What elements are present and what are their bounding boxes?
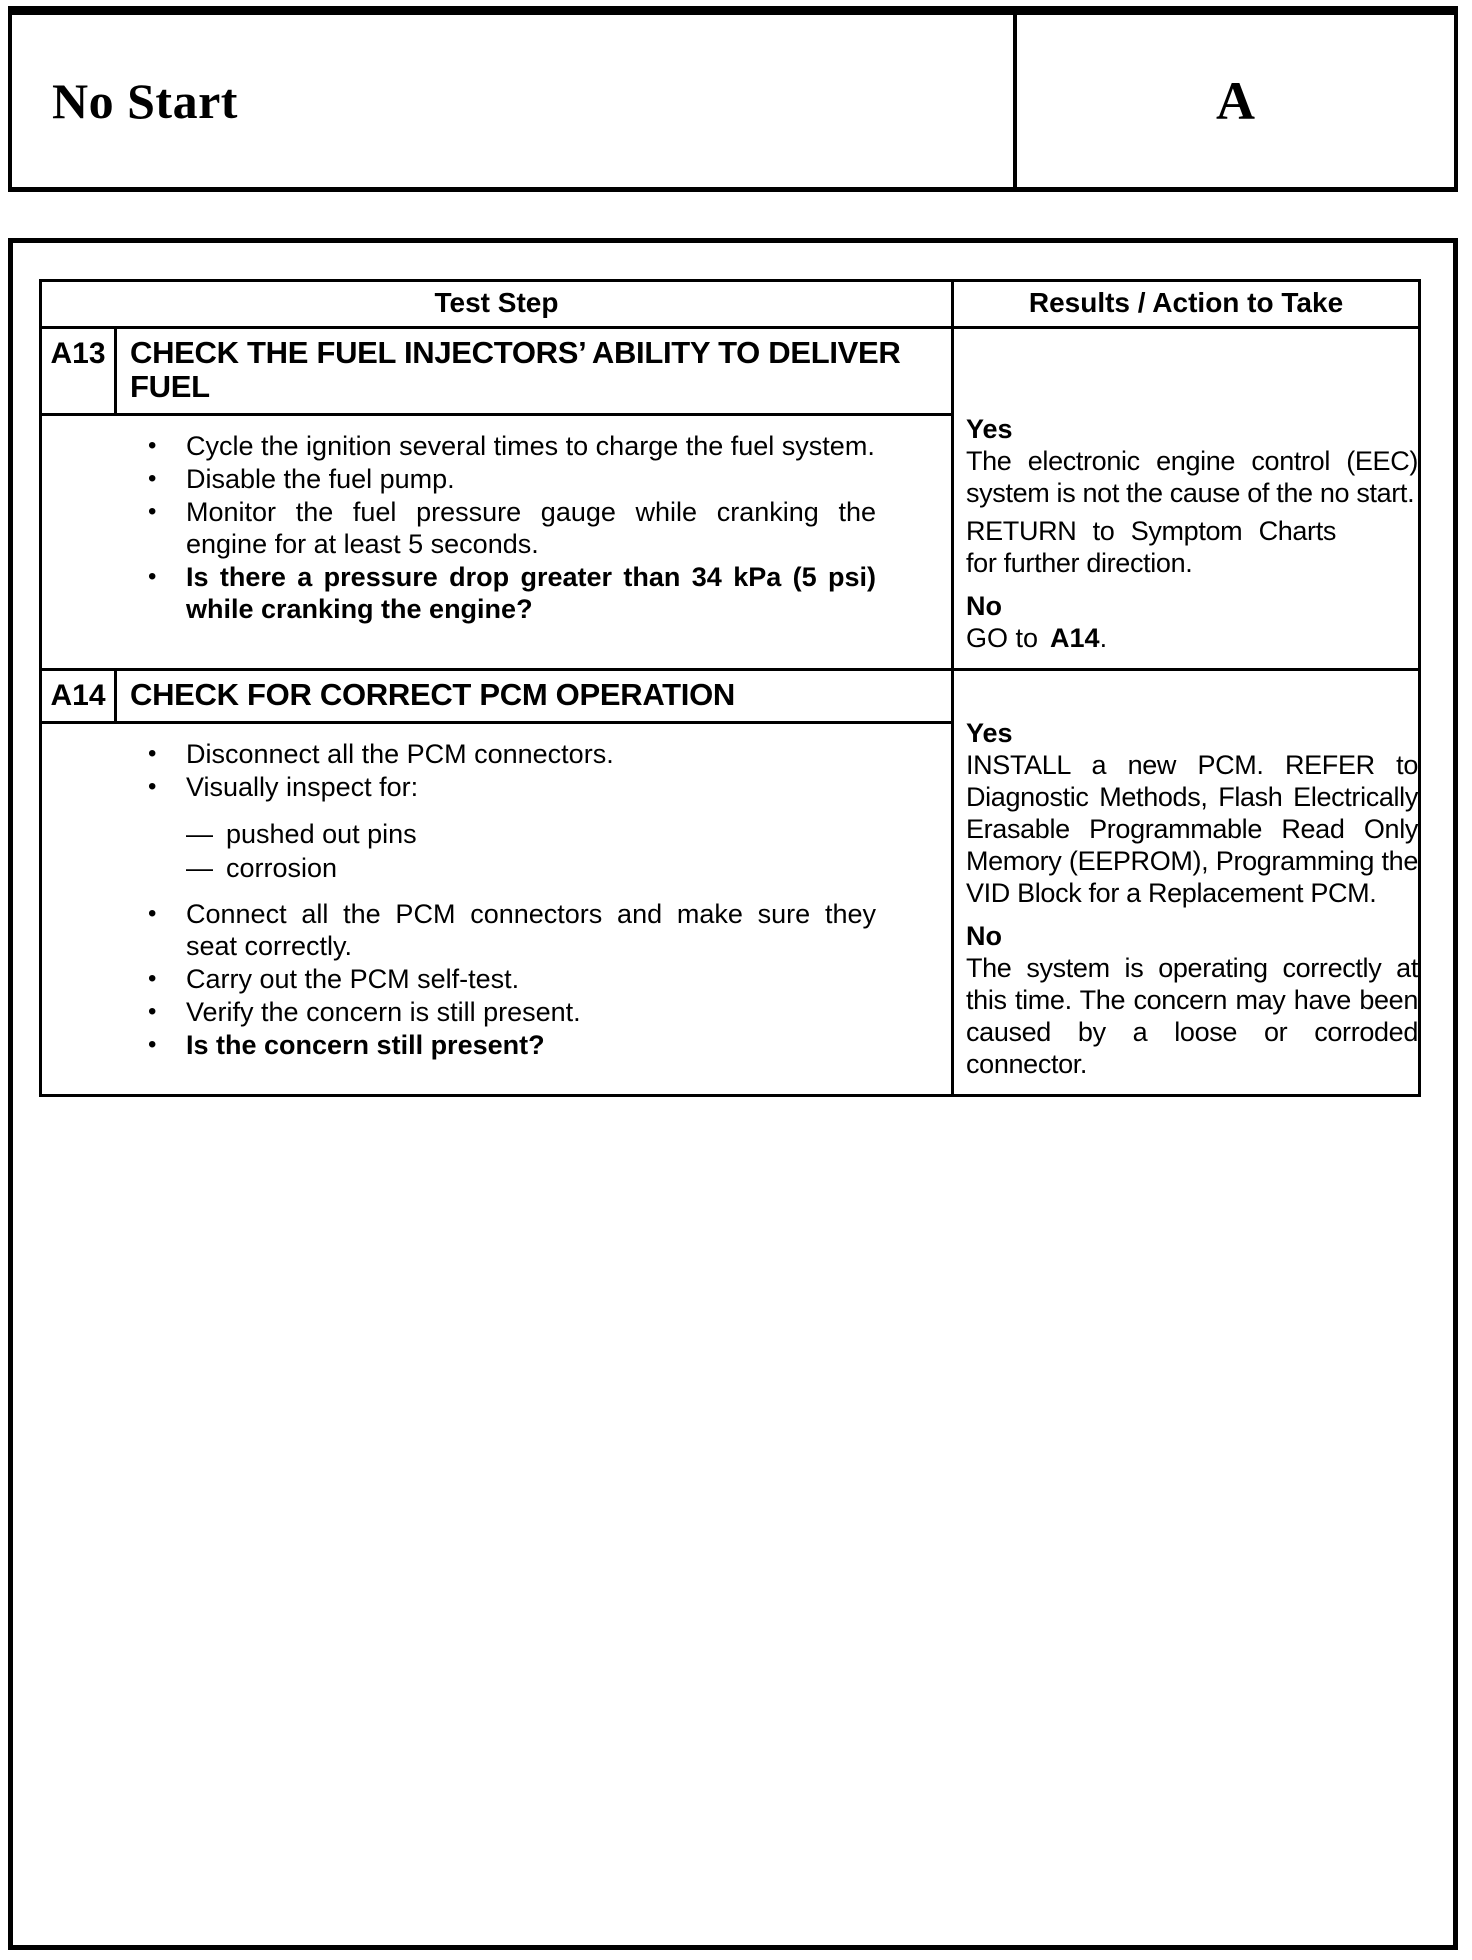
result-paragraph: RETURN to Symptom Charts for further direction. (966, 516, 1336, 578)
goto-target: A14 (1050, 623, 1100, 653)
bullet-icon: • (148, 773, 157, 800)
result-paragraph: The system is operating correctly at this time. The concern may have been caused by a loose or corroded connector. (966, 953, 1418, 1079)
step-item: • Verify the concern is still present. (148, 997, 581, 1027)
step-id-a14: A14 (42, 671, 117, 721)
table-row-a14 (42, 671, 1418, 1094)
result-paragraph: INSTALL a new PCM. REFER to Diagnostic Methods, Flash Electrically Erasable Programmable Read Only Memory (EEPROM), Programming the VID Block for a Replacement PCM. (966, 750, 1418, 908)
results-cell-a14 (954, 671, 1418, 1094)
bullet-icon: • (148, 563, 157, 590)
header-left-cell (12, 15, 1017, 187)
step-item-question: • Is the concern still present? (148, 1030, 545, 1060)
step-item: • Disconnect all the PCM connectors. (148, 739, 614, 769)
dash-icon: — (186, 819, 213, 849)
step-list-a13 (42, 416, 951, 656)
step-title-a14: CHECK FOR CORRECT PCM OPERATION (130, 677, 735, 712)
header-box (8, 6, 1458, 192)
result-no-block (966, 920, 1418, 1080)
step-item-question: • Is there a pressure drop greater than 34 kPa (5 psi) while cranking the engine? (148, 562, 876, 624)
result-yes-label: Yes (966, 718, 1013, 748)
header-right-cell (1017, 15, 1454, 187)
test-step-cell-a13 (42, 329, 954, 668)
column-header-test-step: Test Step (42, 282, 954, 326)
results-cell-a13 (954, 329, 1418, 668)
step-item: • Disable the fuel pump. (148, 464, 455, 494)
result-yes-label: Yes (966, 414, 1013, 444)
result-yes-block (966, 413, 1418, 579)
column-header-results: Results / Action to Take (1028, 287, 1344, 318)
table-header-row (42, 282, 1418, 329)
step-item: • Connect all the PCM connectors and make sure they seat correctly. (148, 899, 876, 961)
step-item: • Visually inspect for: (148, 772, 419, 802)
bullet-icon: • (148, 998, 157, 1025)
bullet-icon: • (148, 465, 157, 492)
content-frame (8, 238, 1458, 1950)
bullet-icon: • (148, 965, 157, 992)
step-title-row-a14 (42, 671, 951, 724)
sub-step-item: — pushed out pins (186, 819, 417, 849)
step-item: • Carry out the PCM self-test. (148, 964, 520, 994)
pinpoint-test-table (39, 279, 1421, 1097)
bullet-icon: • (148, 740, 157, 767)
step-id-a13: A13 (42, 329, 117, 413)
result-no-label: No (966, 921, 1002, 951)
result-yes-block (966, 717, 1418, 909)
bullet-icon: • (148, 900, 157, 927)
result-no-block (966, 590, 1418, 654)
goto-prefix: GO to (966, 623, 1039, 653)
step-item: • Cycle the ignition several times to charge the fuel system. (148, 431, 875, 461)
result-paragraph: The electronic engine control (EEC) system is not the cause of the no start. (966, 446, 1418, 508)
page-title: No Start (52, 73, 238, 129)
result-no-label: No (966, 591, 1002, 621)
bullet-icon: • (148, 498, 157, 525)
step-title-row-a13 (42, 329, 951, 416)
section-letter: A (1216, 71, 1255, 131)
bullet-icon: • (148, 432, 157, 459)
test-step-cell-a14 (42, 671, 954, 1094)
goto-line (966, 622, 1418, 654)
goto-suffix: . (1099, 623, 1108, 653)
step-title-a13: CHECK THE FUEL INJECTORS’ ABILITY TO DELIVER FUEL (130, 335, 901, 404)
step-list-a14 (42, 724, 951, 1092)
table-row-a13 (42, 329, 1418, 671)
step-item: • Monitor the fuel pressure gauge while cranking the engine for at least 5 seconds. (148, 497, 876, 559)
sub-step-item: — corrosion (186, 853, 338, 883)
bullet-icon: • (148, 1031, 157, 1058)
dash-icon: — (186, 853, 213, 883)
